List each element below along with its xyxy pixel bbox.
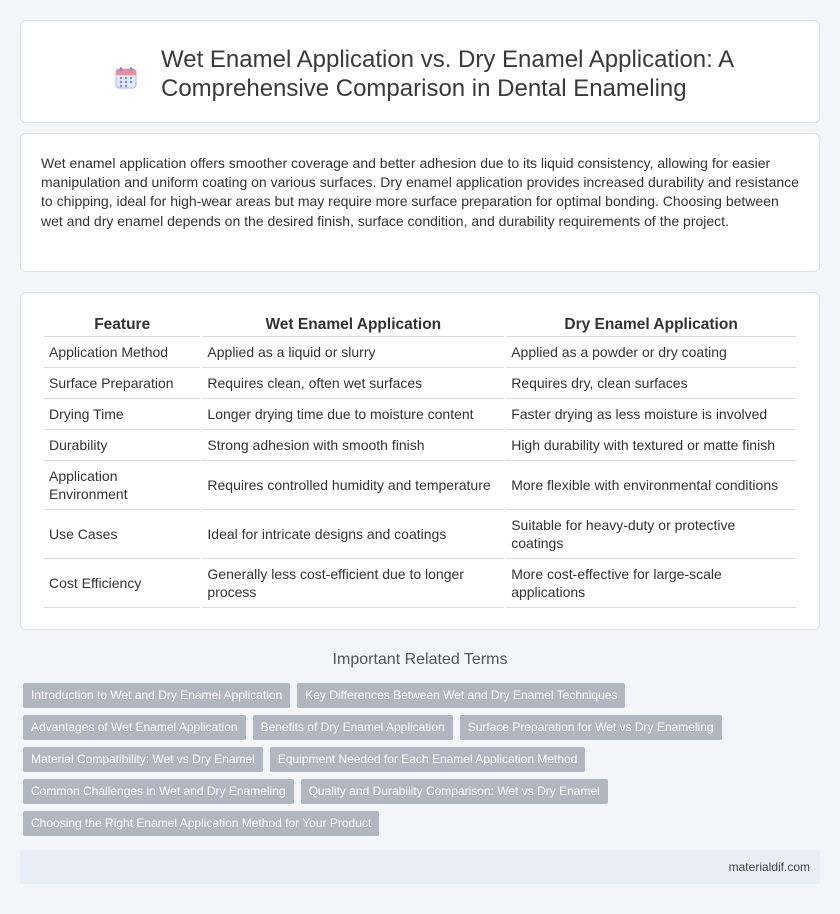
dry-cell: Faster drying as less moisture is involved <box>506 399 796 430</box>
wet-cell: Ideal for intricate designs and coatings <box>202 510 504 559</box>
feature-cell: Application Method <box>44 337 200 368</box>
dry-cell: Applied as a powder or dry coating <box>506 337 796 368</box>
related-term-tag[interactable]: Choosing the Right Enamel Application Method for Your Product <box>23 811 379 836</box>
dry-cell: High durability with textured or matte finish <box>506 430 796 461</box>
feature-cell: Durability <box>44 430 200 461</box>
related-terms-list <box>23 683 823 843</box>
related-term-tag[interactable]: Quality and Durability Comparison: Wet vs Dry Enamel <box>301 779 608 804</box>
feature-cell: Use Cases <box>44 510 200 559</box>
table-row <box>44 337 796 368</box>
header-dry: Dry Enamel Application <box>506 315 796 337</box>
wet-cell: Longer drying time due to moisture content <box>202 399 504 430</box>
title-card <box>20 20 820 123</box>
tag-row <box>23 747 823 772</box>
related-terms-heading: Important Related Terms <box>332 651 508 668</box>
feature-cell: Drying Time <box>44 399 200 430</box>
dry-cell: Requires dry, clean surfaces <box>506 368 796 399</box>
table-row <box>44 510 796 559</box>
table-row <box>44 399 796 430</box>
related-term-tag[interactable]: Advantages of Wet Enamel Application <box>23 715 246 740</box>
table-row <box>44 461 796 510</box>
tag-row <box>23 715 823 740</box>
calendar-icon <box>115 67 137 89</box>
related-term-tag[interactable]: Material Compatibility: Wet vs Dry Enamel <box>23 747 263 772</box>
dry-cell: More cost-effective for large-scale applications <box>506 559 796 608</box>
tag-row <box>23 811 823 836</box>
wet-cell: Generally less cost-efficient due to longer process <box>202 559 504 608</box>
related-term-tag[interactable]: Equipment Needed for Each Enamel Application Method <box>270 747 586 772</box>
table-row <box>44 559 796 608</box>
dry-cell: Suitable for heavy-duty or protective coatings <box>506 510 796 559</box>
footer-site-link[interactable]: materialdif.com <box>728 860 810 874</box>
dry-cell: More flexible with environmental conditions <box>506 461 796 510</box>
related-term-tag[interactable]: Common Challenges in Wet and Dry Enameling <box>23 779 294 804</box>
header-wet: Wet Enamel Application <box>202 315 504 337</box>
table-row <box>44 430 796 461</box>
page-title: Wet Enamel Application vs. Dry Enamel Application: A Comprehensive Comparison in Dental Enameling <box>161 46 733 102</box>
related-term-tag[interactable]: Introduction to Wet and Dry Enamel Application <box>23 683 290 708</box>
tag-row <box>23 779 823 804</box>
related-term-tag[interactable]: Key Differences Between Wet and Dry Enamel Techniques <box>297 683 625 708</box>
wet-cell: Applied as a liquid or slurry <box>202 337 504 368</box>
table-header-row <box>44 315 796 337</box>
tag-row <box>23 683 823 708</box>
wet-cell: Requires clean, often wet surfaces <box>202 368 504 399</box>
related-term-tag[interactable]: Surface Preparation for Wet vs Dry Enameling <box>460 715 722 740</box>
footer <box>20 850 820 884</box>
related-term-tag[interactable]: Benefits of Dry Enamel Application <box>253 715 453 740</box>
feature-cell: Application Environment <box>44 461 200 510</box>
intro-paragraph: Wet enamel application offers smoother coverage and better adhesion due to its liquid consistency, allowing for easier manipulation and uniform coating on various surfaces. Dry enamel application provides increased durability and resistance to chipping, ideal for high-wear areas but may require more surface preparation for optimal bonding. Choosing between wet and dry enamel depends on the desired finish, surface condition, and durability requirements of the project. <box>41 155 799 229</box>
intro-card <box>20 133 820 272</box>
wet-cell: Requires controlled humidity and temperature <box>202 461 504 510</box>
feature-cell: Surface Preparation <box>44 368 200 399</box>
comparison-table <box>42 315 798 608</box>
header-feature: Feature <box>44 315 200 337</box>
feature-cell: Cost Efficiency <box>44 559 200 608</box>
wet-cell: Strong adhesion with smooth finish <box>202 430 504 461</box>
table-row <box>44 368 796 399</box>
comparison-table-card <box>20 292 820 630</box>
